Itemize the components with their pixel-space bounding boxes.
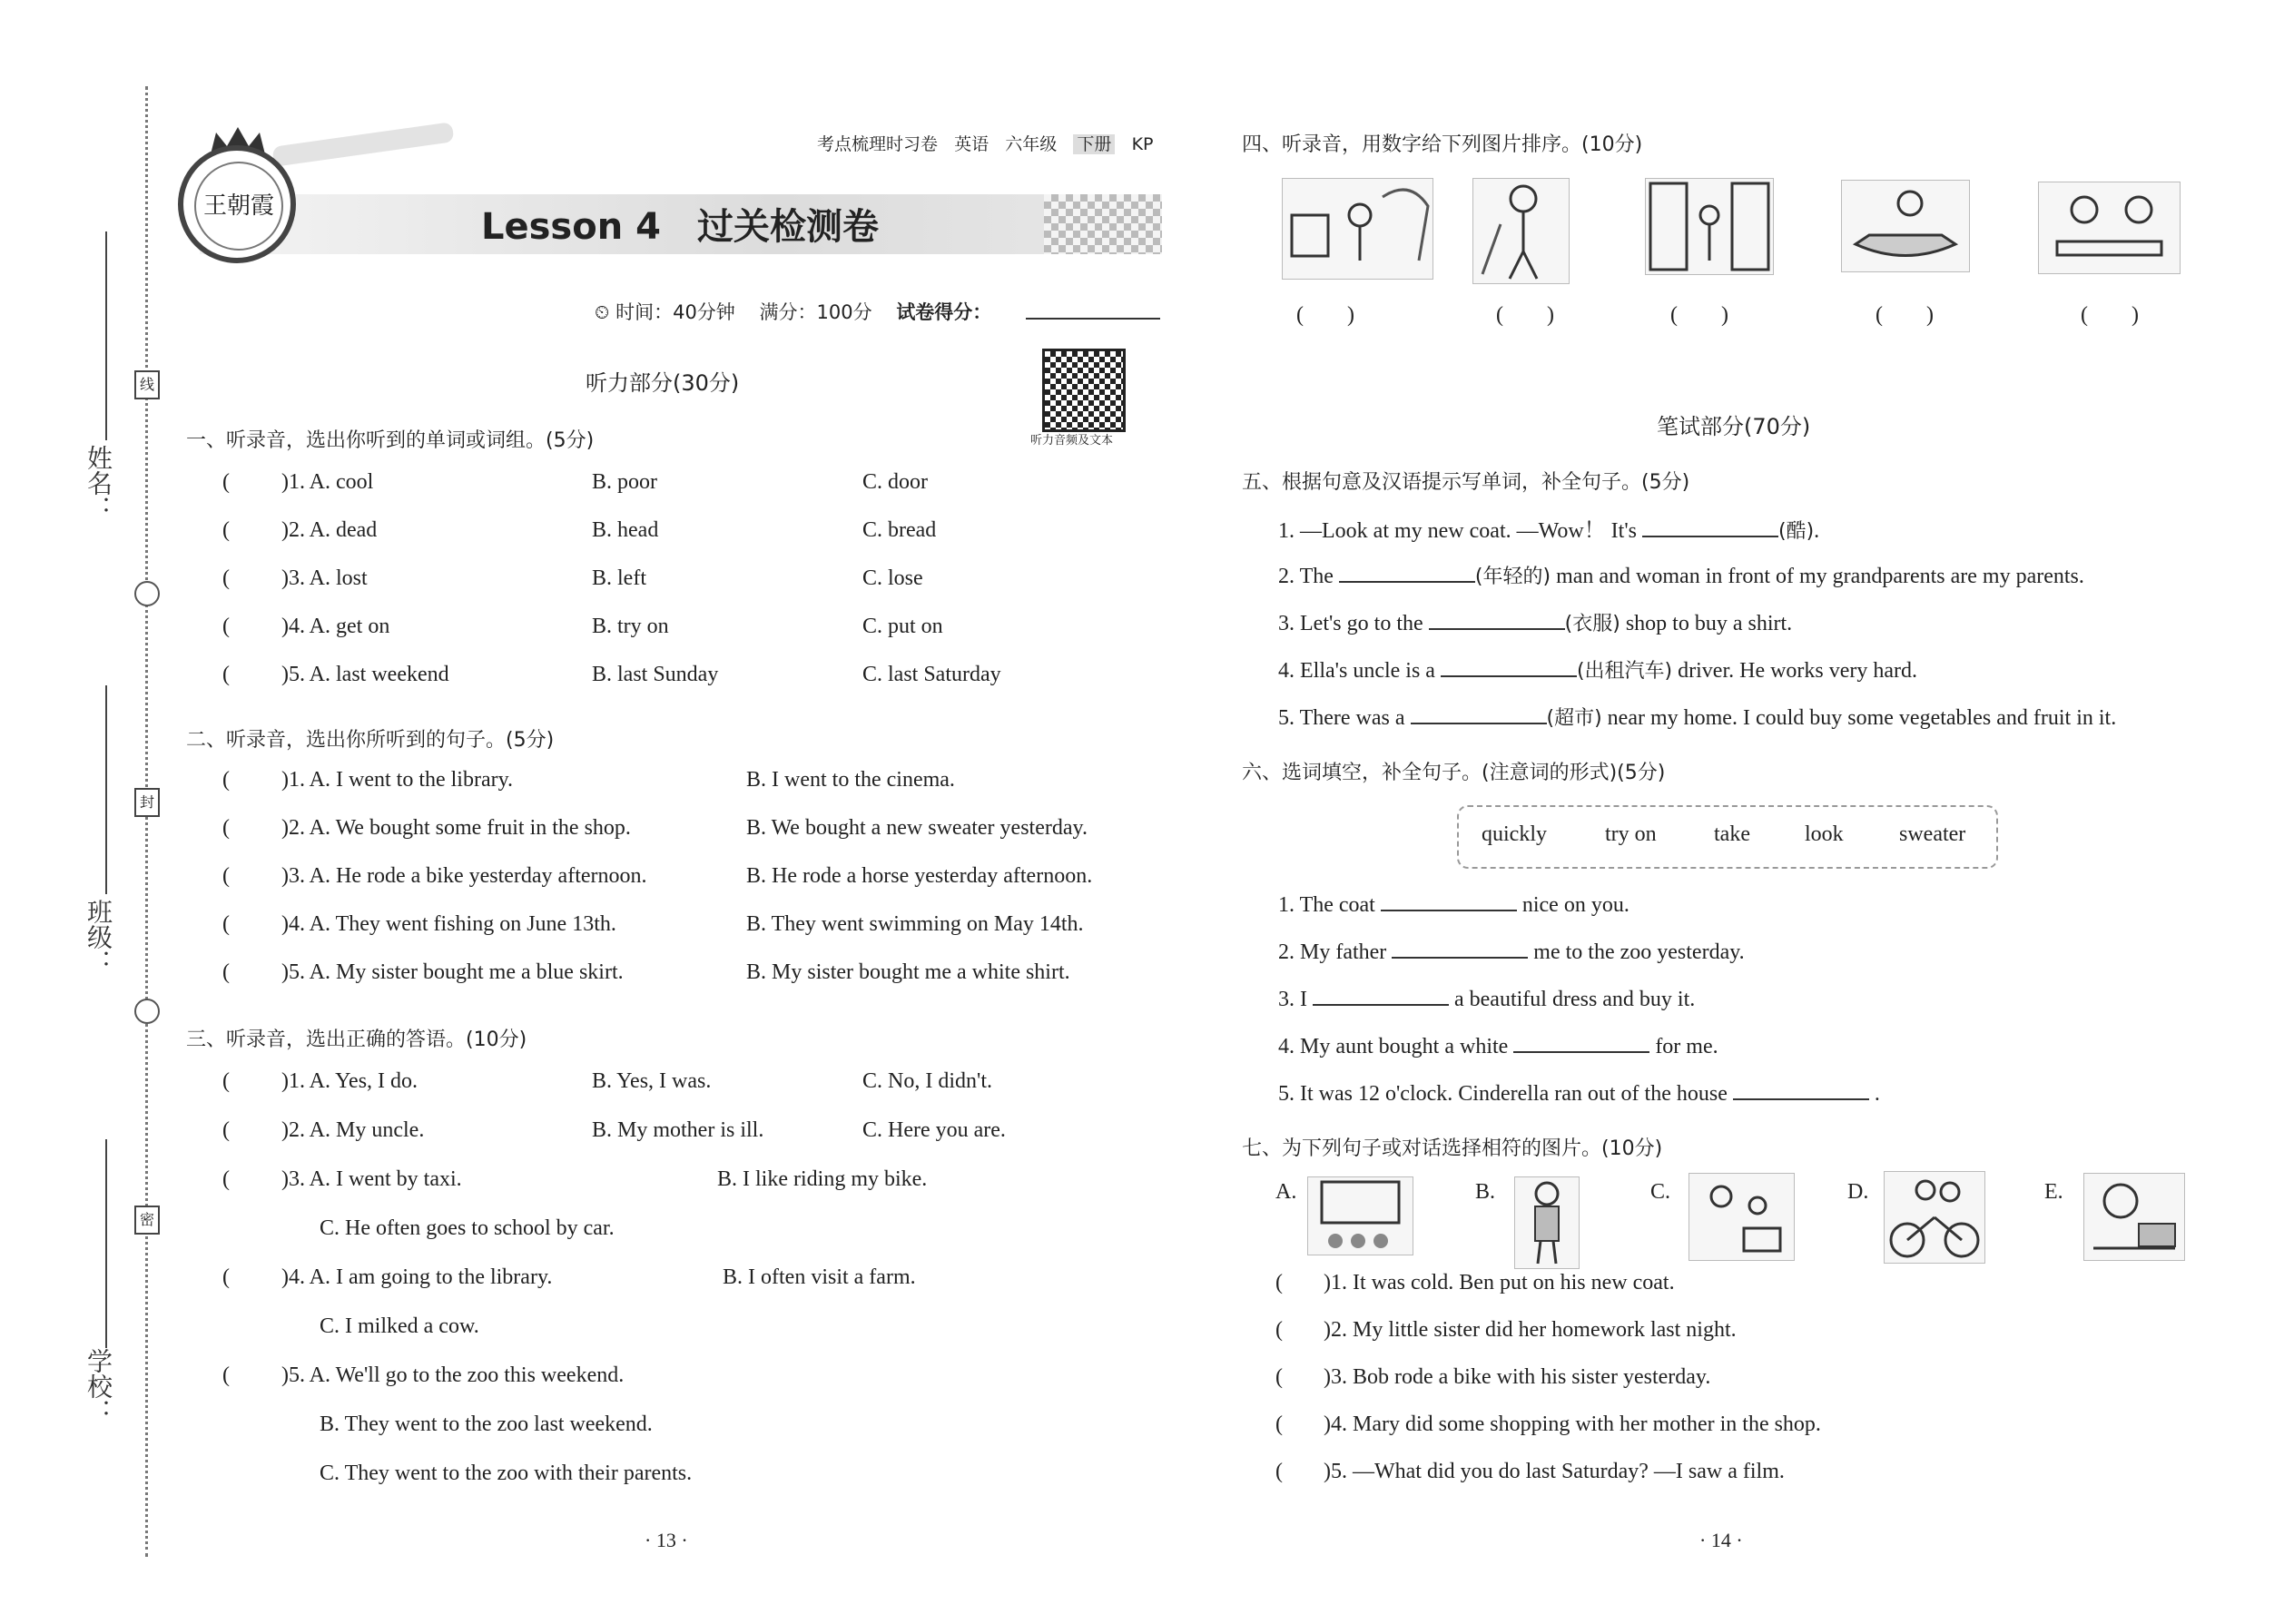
name-line (105, 231, 107, 440)
p3-q4-c: C. I milked a cow. (320, 1314, 479, 1338)
p5-post: . (1814, 519, 1820, 543)
homework-icon (2083, 1173, 2185, 1261)
p1-option-c: C. put on (862, 615, 943, 638)
word-bank-item[interactable]: take (1714, 822, 1750, 846)
p7-sentence: )4. Mary did some shopping with her mother in the shop. (1324, 1412, 1821, 1436)
p2-option-a: )3. A. He rode a bike yesterday afternoon. (281, 864, 647, 888)
part5-title: 五、根据句意及汉语提示写单词，补全句子。(5分) (1242, 471, 1690, 494)
answer-paren[interactable]: ( (222, 1118, 230, 1142)
ribbon-decoration (271, 122, 454, 167)
answer-paren[interactable]: ( (222, 1167, 230, 1191)
answer-paren[interactable]: ( (1275, 1412, 1283, 1436)
order-paren-4[interactable]: ( ) (1876, 303, 1934, 327)
p1-option-c: C. door (862, 470, 928, 494)
order-paren-3[interactable]: ( ) (1670, 303, 1728, 327)
p5-pre: 2. The (1278, 565, 1334, 588)
p6-pre: 5. It was 12 o'clock. Cinderella ran out of the house (1278, 1082, 1728, 1106)
p3-q2-c: C. Here you are. (862, 1118, 1006, 1142)
p2-option-b: B. I went to the cinema. (746, 768, 955, 792)
qr-caption: 听力音频及文本 (1030, 434, 1114, 448)
boating-icon (1841, 180, 1970, 272)
p1-option-c: C. bread (862, 518, 937, 542)
p2-option-a: )1. A. I went to the library. (281, 768, 514, 792)
p6-sentence (1278, 1029, 1718, 1059)
answer-paren[interactable]: ( (1275, 1460, 1283, 1483)
p3-q5-b: B. They went to the zoo last weekend. (320, 1412, 653, 1436)
score-input[interactable] (1026, 318, 1160, 320)
word-bank-item[interactable]: look (1805, 822, 1844, 846)
p6-blank-input[interactable] (1513, 1029, 1649, 1053)
answer-paren[interactable]: ( (222, 768, 230, 792)
p6-blank-input[interactable] (1381, 888, 1517, 911)
checker-decoration (1044, 194, 1162, 254)
p7-sentence: )3. Bob rode a bike with his sister yesterday. (1324, 1365, 1711, 1389)
bicycle-icon (1884, 1171, 1985, 1264)
p7-picture-label: D. (1847, 1180, 1869, 1204)
p1-option-b: B. left (592, 566, 646, 590)
p3-q4-b: B. I often visit a farm. (723, 1265, 916, 1289)
answer-paren[interactable]: ( (222, 960, 230, 984)
p6-pre: 1. The coat (1278, 893, 1375, 917)
p6-sentence (1278, 935, 1745, 965)
writing-heading: 笔试部分(70分) (1657, 414, 1811, 439)
p5-pre: 3. Let's go to the (1278, 612, 1423, 635)
part4-title: 四、听录音，用数字给下列图片排序。(10分) (1242, 133, 1643, 156)
brand-logo (178, 145, 296, 263)
answer-paren[interactable]: ( (222, 1363, 230, 1387)
binding-marker-line: 线 (134, 370, 160, 399)
answer-paren[interactable]: ( (222, 470, 230, 494)
series-name: 考点梳理时习卷 (817, 134, 939, 154)
p5-post: man and woman in front of my grandparents are my parents. (1551, 565, 2084, 588)
p1-option-a: )2. A. dead (281, 518, 378, 542)
p6-blank-input[interactable] (1392, 935, 1528, 959)
listening-heading: 听力部分(30分) (586, 370, 740, 396)
school-line (105, 1139, 107, 1348)
answer-paren[interactable]: ( (222, 912, 230, 936)
class-label: 班级： (84, 899, 113, 975)
p5-hint: (超市) (1546, 707, 1602, 730)
word-bank-item[interactable]: sweater (1899, 822, 1966, 846)
answer-paren[interactable]: ( (222, 615, 230, 638)
p6-blank-input[interactable] (1733, 1077, 1869, 1100)
p6-sentence (1278, 888, 1629, 918)
p1-option-b: B. try on (592, 615, 669, 638)
p6-post: nice on you. (1521, 893, 1629, 917)
binding-marker-secret: 密 (134, 1206, 160, 1235)
p3-q5-a: )5. A. We'll go to the zoo this weekend. (281, 1363, 625, 1387)
p3-q1-c: C. No, I didn't. (862, 1069, 992, 1093)
answer-paren[interactable]: ( (1275, 1271, 1283, 1294)
p1-option-b: B. head (592, 518, 659, 542)
binding-hole-icon (134, 999, 160, 1024)
p6-sentence (1278, 1077, 1880, 1107)
p7-sentence: )2. My little sister did her homework last night. (1324, 1318, 1737, 1342)
p2-option-b: B. He rode a horse yesterday afternoon. (746, 864, 1093, 888)
p6-pre: 4. My aunt bought a white (1278, 1035, 1509, 1058)
p6-blank-input[interactable] (1313, 982, 1449, 1006)
clock-icon: ⏲ (595, 301, 610, 323)
p3-q3-a: )3. A. I went by taxi. (281, 1167, 462, 1191)
p3-q4-a: )4. A. I am going to the library. (281, 1265, 553, 1289)
p2-option-b: B. They went swimming on May 14th. (746, 912, 1084, 936)
p1-option-a: )5. A. last weekend (281, 663, 449, 686)
p1-option-a: )4. A. get on (281, 615, 390, 638)
p5-blank-input[interactable] (1441, 654, 1577, 677)
p2-option-a: )2. A. We bought some fruit in the shop. (281, 816, 631, 840)
answer-paren[interactable]: ( (222, 816, 230, 840)
p5-pre: 4. Ella's uncle is a (1278, 659, 1435, 683)
p7-sentence: )1. It was cold. Ben put on his new coat. (1324, 1271, 1675, 1294)
store-icon (1689, 1173, 1795, 1261)
p3-q2-b: B. My mother is ill. (592, 1118, 764, 1142)
p2-option-a: )4. A. They went fishing on June 13th. (281, 912, 616, 936)
p3-q5-c: C. They went to the zoo with their parents. (320, 1462, 693, 1485)
qr-code-icon[interactable] (1042, 349, 1126, 432)
p5-pre: 1. —Look at my new coat. —Wow！ It's (1278, 519, 1637, 543)
p5-blank-input[interactable] (1429, 606, 1565, 630)
answer-paren[interactable]: ( (222, 1069, 230, 1093)
answer-paren[interactable]: ( (222, 864, 230, 888)
score-label: 试卷得分： (896, 301, 992, 323)
part3-title: 三、听录音，选出正确的答语。(10分) (186, 1029, 527, 1051)
p3-q1-a: )1. A. Yes, I do. (281, 1069, 418, 1093)
part2-title: 二、听录音，选出你所听到的句子。(5分) (186, 729, 555, 752)
sweeping-icon (1472, 178, 1570, 284)
part6-title: 六、选词填空，补全句子。(注意词的形式)(5分) (1242, 762, 1666, 784)
page-number-left: · 13 · (645, 1529, 688, 1551)
part7-title: 七、为下列句子或对话选择相符的图片。(10分) (1242, 1137, 1663, 1160)
p5-post: shop to buy a shirt. (1620, 612, 1793, 635)
p5-sentence (1278, 701, 2116, 731)
p5-blank-input[interactable] (1642, 514, 1778, 537)
class-line (105, 685, 107, 894)
header-meta (817, 131, 1153, 155)
p6-post: me to the zoo yesterday. (1533, 940, 1745, 964)
subject: 英语 (954, 134, 989, 154)
p2-option-b: B. My sister bought me a white shirt. (746, 960, 1070, 984)
p5-pre: 5. There was a (1278, 706, 1405, 730)
term: 下册 (1073, 134, 1115, 154)
p7-picture-label: B. (1475, 1180, 1496, 1204)
answer-paren[interactable]: ( (1275, 1365, 1283, 1389)
order-paren-2[interactable]: ( ) (1496, 303, 1554, 327)
word-bank-item[interactable]: try on (1605, 822, 1657, 846)
p7-picture-label: E. (2044, 1180, 2063, 1204)
p5-blank-input[interactable] (1411, 701, 1547, 724)
p6-post: for me. (1655, 1035, 1718, 1058)
page-title: Lesson 4 过关检测卷 (481, 206, 879, 248)
exam-info (595, 298, 991, 325)
p5-sentence (1278, 606, 1792, 636)
name-label: 姓名： (84, 445, 113, 521)
binding-dashed-line (145, 86, 148, 1557)
full-score: 满分：100分 (759, 301, 872, 323)
p5-hint: (酷) (1778, 520, 1815, 543)
p1-option-b: B. poor (592, 470, 657, 494)
order-paren-5[interactable]: ( ) (2081, 303, 2139, 327)
p1-option-c: C. last Saturday (862, 663, 1001, 686)
cinema-icon (1307, 1176, 1413, 1255)
order-paren-1[interactable]: ( ) (1296, 303, 1354, 327)
answer-paren[interactable]: ( (222, 1265, 230, 1289)
coat-boy-icon (1514, 1176, 1580, 1269)
reading-icon (2038, 182, 2181, 274)
p5-blank-input[interactable] (1339, 559, 1475, 583)
p5-hint: (衣服) (1564, 613, 1620, 635)
answer-paren[interactable]: ( (222, 663, 230, 686)
p7-picture-label: A. (1275, 1180, 1297, 1204)
painting-icon (1282, 178, 1433, 280)
p5-post: driver. He works very hard. (1672, 659, 1918, 683)
p5-post: near my home. I could buy some vegetables and fruit in it. (1601, 706, 2117, 730)
time-limit: 时间：40分钟 (615, 301, 735, 323)
page-number-right: · 14 · (1699, 1529, 1743, 1551)
answer-paren[interactable]: ( (222, 566, 230, 590)
p3-q3-c: C. He often goes to school by car. (320, 1216, 615, 1240)
word-bank-item[interactable]: quickly (1482, 822, 1547, 846)
p3-q3-b: B. I like riding my bike. (717, 1167, 928, 1191)
p1-option-a: )3. A. lost (281, 566, 368, 590)
p6-sentence (1278, 982, 1695, 1012)
p5-sentence (1278, 512, 1819, 544)
binding-marker-seal: 封 (134, 788, 160, 817)
answer-paren[interactable]: ( (222, 518, 230, 542)
part1-title: 一、听录音，选出你听到的单词或词组。(5分) (186, 429, 595, 452)
p3-q1-b: B. Yes, I was. (592, 1069, 712, 1093)
p6-post: a beautiful dress and buy it. (1454, 988, 1696, 1011)
p6-post: . (1874, 1082, 1880, 1106)
p6-pre: 2. My father (1278, 940, 1387, 964)
grade: 六年级 (1005, 134, 1058, 154)
answer-paren[interactable]: ( (1275, 1318, 1283, 1342)
shopping-icon (1645, 178, 1774, 275)
p1-option-c: C. lose (862, 566, 923, 590)
p3-q2-a: )2. A. My uncle. (281, 1118, 425, 1142)
p5-hint: (出租汽车) (1576, 660, 1673, 683)
p1-option-b: B. last Sunday (592, 663, 719, 686)
p5-sentence (1278, 654, 1917, 684)
p6-pre: 3. I (1278, 988, 1307, 1011)
p7-picture-label: C. (1650, 1180, 1671, 1204)
p5-hint: (年轻的) (1474, 566, 1551, 588)
edition: KP (1131, 134, 1154, 154)
p1-option-a: )1. A. cool (281, 470, 374, 494)
p2-option-b: B. We bought a new sweater yesterday. (746, 816, 1088, 840)
p5-sentence (1278, 559, 2084, 589)
school-label: 学校： (84, 1348, 113, 1424)
binding-hole-icon (134, 581, 160, 606)
p2-option-a: )5. A. My sister bought me a blue skirt. (281, 960, 624, 984)
p7-sentence: )5. —What did you do last Saturday? —I saw a film. (1324, 1460, 1785, 1483)
logo-text: 王朝霞 (194, 162, 283, 251)
